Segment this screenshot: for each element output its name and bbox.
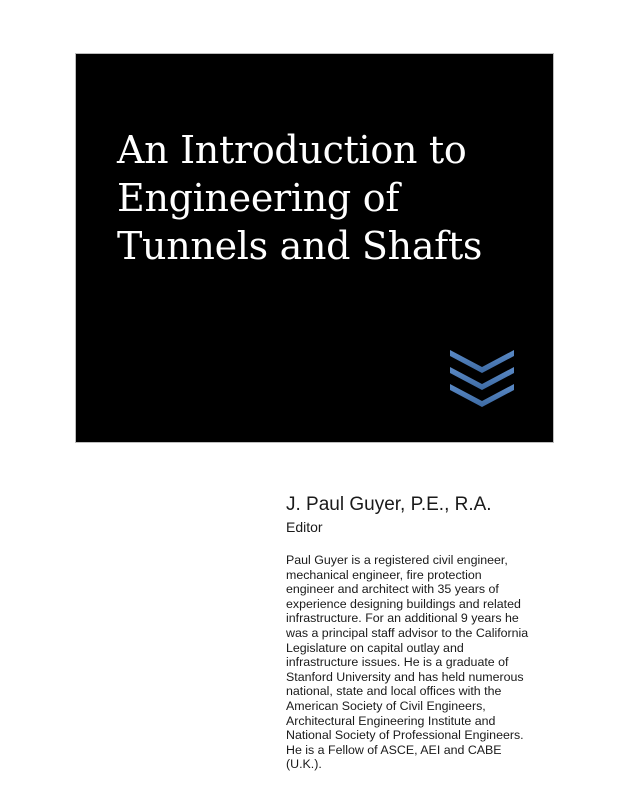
triple-chevron-down-icon <box>450 350 514 408</box>
bio-line: mechanical engineer, fire protection <box>286 567 482 582</box>
book-title-line-3: Tunnels and Shafts <box>117 224 483 268</box>
bio-line: Legislature on capital outlay and <box>286 640 464 655</box>
cover-panel <box>76 54 553 442</box>
bio-line: national, state and local offices with the <box>286 684 502 699</box>
author-block <box>286 494 586 772</box>
bio-line: engineer and architect with 35 years of <box>286 582 499 597</box>
book-title-line-1: An Introduction to <box>117 128 467 172</box>
bio-line: Stanford University and has held numerous <box>286 669 524 684</box>
author-role: Editor <box>286 519 323 535</box>
book-title-line-2: Engineering of <box>117 176 400 220</box>
bio-line: was a principal staff advisor to the California <box>286 625 529 640</box>
bio-line: experience designing buildings and related <box>286 596 521 611</box>
bio-line: He is a Fellow of ASCE, AEI and CABE <box>286 742 502 757</box>
bio-line: infrastructure issues. He is a graduate of <box>286 655 509 670</box>
bio-line: National Society of Professional Engineers. <box>286 728 524 743</box>
bio-line: infrastructure. For an additional 9 years he <box>286 611 519 626</box>
book-title <box>117 126 482 270</box>
author-bio <box>286 553 586 772</box>
bio-line: Architectural Engineering Institute and <box>286 713 496 728</box>
bio-line: (U.K.). <box>286 757 322 772</box>
bio-line: American Society of Civil Engineers, <box>286 698 486 713</box>
bio-line: Paul Guyer is a registered civil engineer, <box>286 553 508 567</box>
author-name: J. Paul Guyer, P.E., R.A. <box>286 494 492 515</box>
